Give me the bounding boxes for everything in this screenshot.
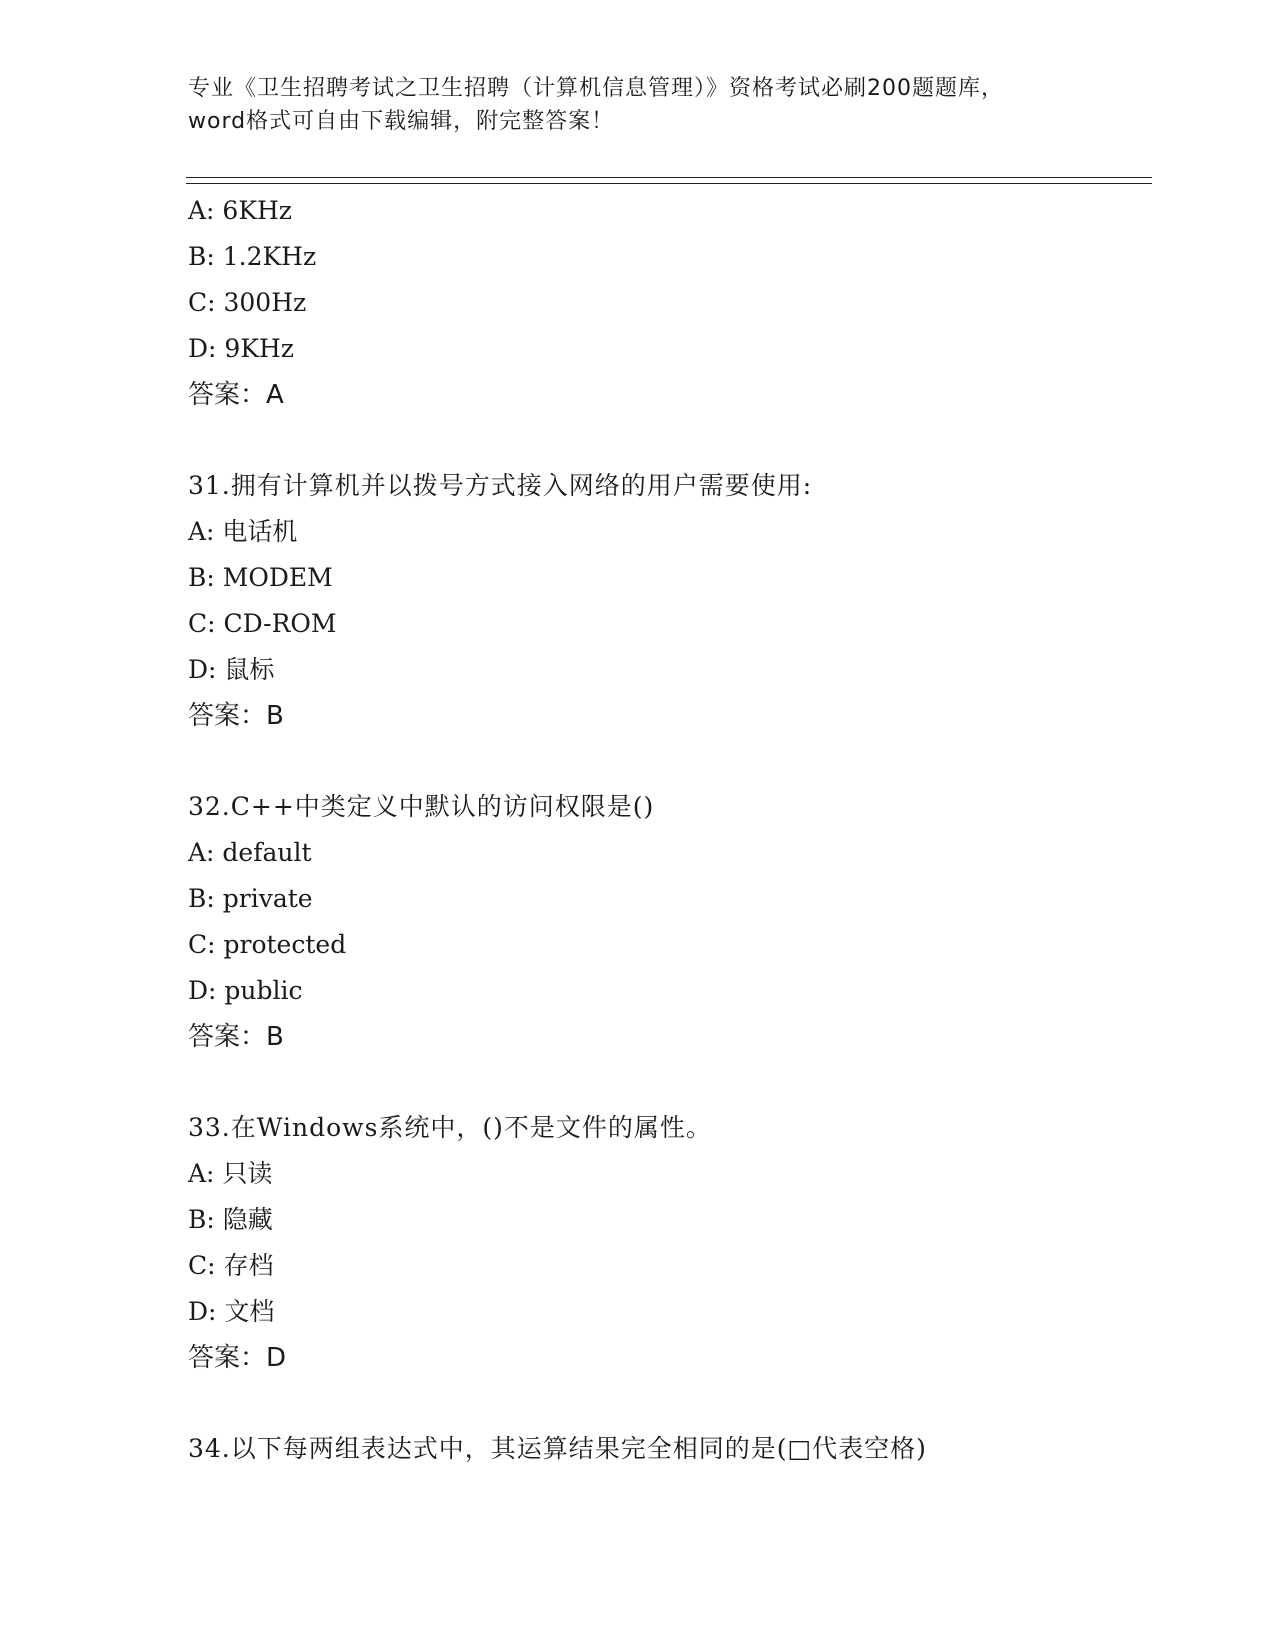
answer-line: 答案：D (188, 1343, 287, 1373)
option-c: C: 存档 (188, 1251, 274, 1280)
option-a: A: 只读 (188, 1159, 273, 1188)
answer-line: 答案：B (188, 701, 284, 731)
option-d: D: public (188, 976, 303, 1005)
question-32: 32.C++中类定义中默认的访问权限是() (188, 792, 655, 821)
answer-line: 答案：A (188, 380, 284, 410)
option-d: D: 鼠标 (188, 655, 275, 684)
question-31: 31.拥有计算机并以拨号方式接入网络的用户需要使用: (188, 471, 813, 500)
option-c: C: CD-ROM (188, 609, 337, 638)
option-d: D: 9KHz (188, 334, 294, 363)
option-a: A: 电话机 (188, 517, 298, 546)
option-b: B: 隐藏 (188, 1205, 273, 1234)
option-b: B: 1.2KHz (188, 242, 317, 271)
header-line-1: 专业《卫生招聘考试之卫生招聘（计算机信息管理）》资格考试必刷200题题库， (188, 76, 1004, 101)
question-list (188, 188, 1148, 1472)
option-b: B: MODEM (188, 563, 333, 592)
option-a: A: 6KHz (188, 196, 292, 225)
option-a: A: default (188, 838, 312, 867)
question-34: 34.以下每两组表达式中，其运算结果完全相同的是(□代表空格) (188, 1434, 927, 1463)
question-33: 33.在Windows系统中，()不是文件的属性。 (188, 1113, 712, 1142)
option-c: C: 300Hz (188, 288, 307, 317)
answer-line: 答案：B (188, 1022, 284, 1052)
option-c: C: protected (188, 930, 347, 959)
option-d: D: 文档 (188, 1297, 275, 1326)
header-line-2: word格式可自由下载编辑，附完整答案！ (188, 109, 615, 134)
option-b: B: private (188, 884, 313, 913)
header-divider (186, 177, 1152, 184)
document-header (188, 72, 1088, 138)
